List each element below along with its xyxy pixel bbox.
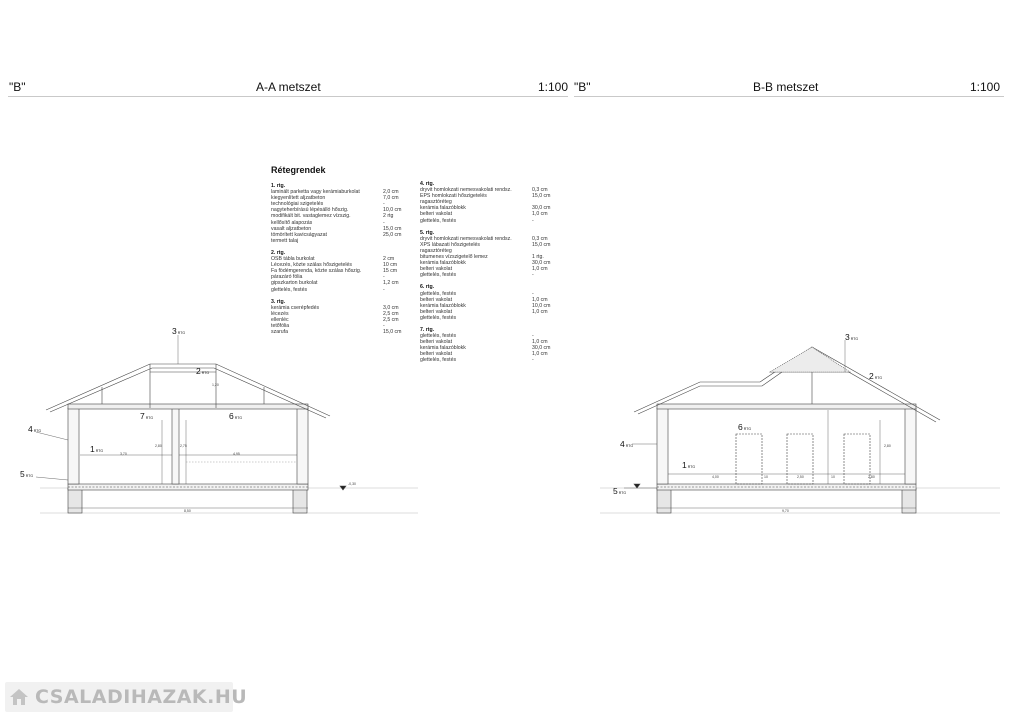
section-b-dim-3: 2,50 (797, 475, 804, 479)
legend-material-thickness: - (383, 219, 385, 226)
legend-material-thickness: - (383, 274, 385, 281)
section-a-layer-tag-1: 1RTG (90, 444, 104, 454)
legend-layer-row (271, 329, 401, 335)
legend-material-thickness: 1,0 cm (532, 351, 548, 358)
section-a-dim-room-right: 4,95 (233, 452, 240, 456)
legend-material-name: tömörített kavicságyazat (271, 231, 327, 238)
legend-layer-group (420, 284, 550, 321)
legend-material-thickness: 2,0 cm (383, 189, 399, 196)
section-b-layer-tag-4: 4RTG (620, 439, 634, 449)
section-a-title: A-A metszet (256, 80, 321, 94)
section-a-layer-tag-4: 4RTG (28, 424, 42, 434)
legend-material-name: gipszkarton burkolat (271, 280, 318, 287)
legend-material-name: dryvit homlokzati nemesvakolati rendsz. (420, 187, 512, 194)
legend-layer-heading: 6. rtg. (420, 284, 435, 291)
legend-material-thickness: 15,0 cm (383, 225, 402, 232)
legend-material-thickness: 15 cm (383, 268, 398, 275)
section-b-layer-tag-6: 6RTG (738, 422, 752, 432)
section-a-b-marker: "B" (9, 80, 26, 94)
legend-material-name: glettelés, festés (420, 314, 457, 321)
legend-material-thickness: 2,5 cm (383, 310, 399, 317)
legend-material-thickness: - (532, 357, 534, 364)
legend-material-name: belteri vakolat (420, 266, 453, 273)
legend-material-thickness: 10 cm (383, 262, 398, 269)
logo-text: CSALADIHAZAK.HU (35, 686, 248, 708)
section-a-layer-tag-5: 5RTG (20, 469, 34, 479)
section-a-dim-level: -0,30 (348, 482, 356, 486)
legend-material-thickness: - (532, 333, 534, 340)
legend-material-thickness: 1,0 cm (532, 308, 548, 315)
section-b-title: B-B metszet (753, 80, 819, 94)
legend-layer-row (420, 315, 550, 321)
legend-column-1 (271, 183, 401, 341)
legend-material-thickness: 2,5 cm (383, 316, 399, 323)
legend-material-name: ragasztóréteg (420, 199, 452, 206)
legend-title: Rétegrendek (271, 165, 326, 175)
legend-layer-group (271, 250, 401, 293)
legend-layer-group (420, 327, 550, 364)
legend-material-name: kerámia falazóblokk (420, 302, 466, 309)
legend-material-thickness: 30,0 cm (532, 205, 551, 212)
section-a-dim-total: 8,50 (184, 509, 191, 513)
legend-material-name: XPS lábazati hőszigetelés (420, 241, 480, 248)
legend-material-thickness: - (532, 217, 534, 224)
legend-material-thickness: 15,0 cm (383, 329, 402, 336)
legend-material-name: glettelés, festés (420, 272, 457, 279)
legend-material-name: OSB tábla burkolat (271, 256, 315, 263)
legend-layer-group (420, 181, 550, 224)
section-b-b-marker: "B" (574, 80, 591, 94)
legend-material-thickness: - (383, 286, 385, 293)
legend-material-name: belteri vakolat (420, 296, 453, 303)
legend-layer-row (420, 218, 550, 224)
legend-material-name: szarufa (271, 329, 289, 336)
legend-material-thickness: 1,0 cm (532, 266, 548, 273)
legend-layer-row (271, 287, 401, 293)
legend-material-thickness: 3,0 cm (383, 304, 399, 311)
legend-material-name: lécezés (271, 310, 289, 317)
section-a-layer-tag-7: 7RTG (140, 411, 154, 421)
legend-column-2 (420, 181, 550, 370)
legend-material-name: glettelés, festés (420, 217, 457, 224)
legend-material-name: belteri vakolat (420, 211, 453, 218)
legend-layer-heading: 1. rtg. (271, 183, 286, 189)
legend-layer-heading: 7. rtg. (420, 326, 435, 333)
legend-material-thickness: 0,3 cm (532, 235, 548, 242)
legend-layer-group (420, 230, 550, 279)
legend-layer-row (420, 357, 550, 363)
legend-material-thickness: - (383, 201, 385, 208)
section-a-dim-height2: 2,75 (180, 444, 187, 448)
legend-material-name: belteri vakolat (420, 351, 453, 358)
legend-layer-row (271, 238, 401, 244)
house-icon (9, 686, 29, 708)
section-a-dim-roof: 1,20 (212, 383, 219, 387)
legend-layer-row (420, 272, 550, 278)
legend-material-name: bitumenes vízszigetelő lemez (420, 254, 488, 261)
section-a-dim-height1: 2,80 (155, 444, 162, 448)
section-b-dim-height: 2,80 (884, 444, 891, 448)
legend-layer-heading: 5. rtg. (420, 229, 435, 236)
legend-material-thickness: 7,0 cm (383, 195, 399, 202)
legend-material-name: belteri vakolat (420, 339, 453, 346)
section-b-dim-4: 10 (831, 475, 835, 479)
legend-material-name: kiegyenlített aljzatbeton (271, 195, 326, 202)
legend-material-thickness: 30,0 cm (532, 345, 551, 352)
legend-material-name: termett talaj (271, 237, 299, 244)
legend-material-thickness: 1 rtg. (532, 254, 544, 261)
legend-material-thickness: 1,0 cm (532, 339, 548, 346)
legend-material-name: glettelés, festés (420, 290, 457, 297)
section-b-dim-2: 10 (764, 475, 768, 479)
section-a-layer-tag-3: 3RTG (172, 326, 186, 336)
legend-material-name: EPS homlokzati hőszigetelés (420, 193, 487, 200)
legend-material-thickness: - (532, 272, 534, 279)
legend-material-name: dryvit homlokzati nemesvakolati rendsz. (420, 235, 512, 242)
legend-material-name: modifikált bit. vastaglemez vízszig. (271, 213, 351, 220)
legend-material-thickness: 25,0 cm (383, 231, 402, 238)
legend-material-thickness: 1,0 cm (532, 296, 548, 303)
section-b-dim-5: 2,80 (868, 475, 875, 479)
legend-material-thickness: - (383, 322, 385, 329)
legend-material-name: glettelés, festés (420, 357, 457, 364)
legend-layer-heading: 3. rtg. (271, 298, 286, 305)
section-b-layer-tag-3: 3RTG (845, 332, 859, 342)
section-b-layer-tag-5: 5RTG (613, 486, 627, 496)
site-logo (5, 682, 248, 712)
legend-material-name: kerámia falazóblokk (420, 205, 466, 212)
legend-material-name: technológiai szigetelés (271, 201, 324, 208)
legend-material-thickness: 15,0 cm (532, 241, 551, 248)
section-a-layer-tag-6: 6RTG (229, 411, 243, 421)
section-a-layer-tag-2: 2RTG (196, 366, 210, 376)
legend-material-name: kellősítő alapozás (271, 219, 313, 226)
legend-material-name: laminált parketta vagy kerámiaburkolat (271, 189, 360, 196)
section-b-scale: 1:100 (970, 80, 1001, 94)
legend-material-name: nagyteherbírású lépésálló hőszig. (271, 207, 349, 214)
legend-material-name: belteri vakolat (420, 308, 453, 315)
legend-material-thickness: 2 cm (383, 256, 395, 263)
legend-material-name: Lécezés, közte szálas hőszigetelés (271, 262, 353, 269)
legend-material-name: kerámia falazóblokk (420, 260, 466, 267)
legend-material-name: tetőfólia (271, 322, 290, 329)
section-b-layer-tag-2: 2RTG (869, 371, 883, 381)
legend-material-name: ragasztóréteg (420, 247, 452, 254)
legend-layer-group (271, 183, 401, 244)
section-a-scale: 1:100 (538, 80, 569, 94)
legend-layer-group (271, 299, 401, 336)
section-b-dim-1: 4,00 (712, 475, 719, 479)
legend-material-name: kerámia falazóblokk (420, 345, 466, 352)
legend-material-name: párazáró fólia (271, 274, 303, 281)
legend-material-thickness: 1,2 cm (383, 280, 399, 287)
legend-material-thickness: 30,0 cm (532, 260, 551, 267)
legend-material-name: Fa födémgerenda, közte szálas hőszig. (271, 268, 362, 275)
section-b-layer-tag-1: 1RTG (682, 460, 696, 470)
legend-material-thickness: 2 rtg (383, 213, 394, 220)
legend-layer-heading: 2. rtg. (271, 249, 286, 256)
legend-material-thickness: 0,3 cm (532, 187, 548, 194)
legend-material-thickness: 1,0 cm (532, 211, 548, 218)
section-b-dim-total: 9,70 (782, 509, 789, 513)
legend-material-thickness: - (532, 290, 534, 297)
legend-material-name: kerámia cserépfedés (271, 304, 320, 311)
legend-material-name: vasalt aljzatbeton (271, 225, 312, 232)
legend-material-thickness: 10,0 cm (532, 302, 551, 309)
legend-material-name: glettelés, festés (271, 286, 308, 293)
section-a-dim-room-left: 3,70 (120, 452, 127, 456)
legend-material-thickness: 15,0 cm (532, 193, 551, 200)
legend-material-name: ellenléc (271, 316, 289, 323)
legend-material-thickness: 10,0 cm (383, 207, 402, 214)
legend-material-name: glettelés, festés (420, 333, 457, 340)
legend-layer-heading: 4. rtg. (420, 181, 435, 187)
